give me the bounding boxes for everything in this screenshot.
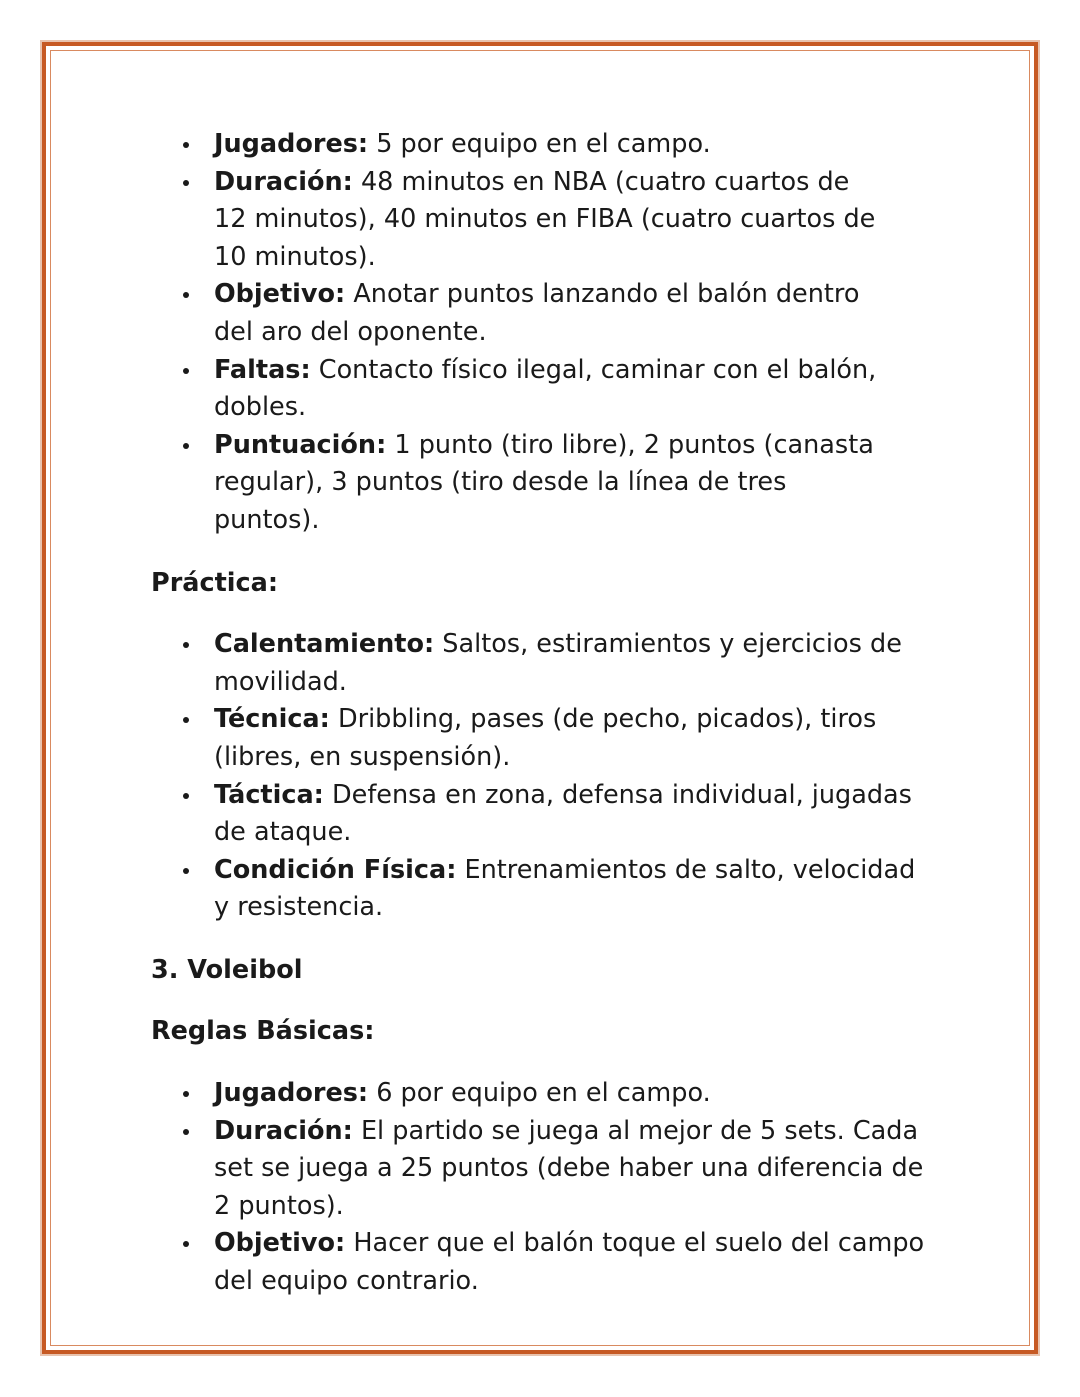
list-item: Duración: El partido se juega al mejor de 5 sets. Cada set se juega a 25 puntos (debe haber una diferencia de 2 puntos). (151, 1113, 941, 1226)
volleyball-rules-heading: Reglas Básicas: (151, 1016, 375, 1047)
list-item: Jugadores: 5 por equipo en el campo. (151, 126, 881, 164)
practice-heading: Práctica: (151, 567, 279, 598)
volleyball-heading: 3. Voleibol (151, 954, 303, 985)
list-item: Faltas: Contacto físico ilegal, caminar con el balón, dobles. (151, 352, 881, 427)
list-item: Puntuación: 1 punto (tiro libre), 2 puntos (canasta regular), 3 puntos (tiro desde la línea de tres puntos). (151, 427, 881, 540)
basketball-rules-list (151, 126, 881, 540)
list-item: Duración: 48 minutos en NBA (cuatro cuartos de 12 minutos), 40 minutos en FIBA (cuatro cuartos de 10 minutos). (151, 164, 881, 277)
practice-list (151, 626, 926, 927)
list-item: Técnica: Dribbling, pases (de pecho, picados), tiros (libres, en suspensión). (151, 701, 926, 776)
list-item: Jugadores: 6 por equipo en el campo. (151, 1075, 941, 1113)
list-item: Objetivo: Hacer que el balón toque el suelo del campo del equipo contrario. (151, 1225, 941, 1300)
list-item: Calentamiento: Saltos, estiramientos y ejercicios de movilidad. (151, 626, 926, 701)
document-body (151, 126, 941, 1301)
list-item: Condición Física: Entrenamientos de salto, velocidad y resistencia. (151, 852, 926, 927)
list-item: Táctica: Defensa en zona, defensa individual, jugadas de ataque. (151, 777, 926, 852)
volleyball-rules-list (151, 1075, 941, 1301)
list-item: Objetivo: Anotar puntos lanzando el balón dentro del aro del oponente. (151, 276, 881, 351)
